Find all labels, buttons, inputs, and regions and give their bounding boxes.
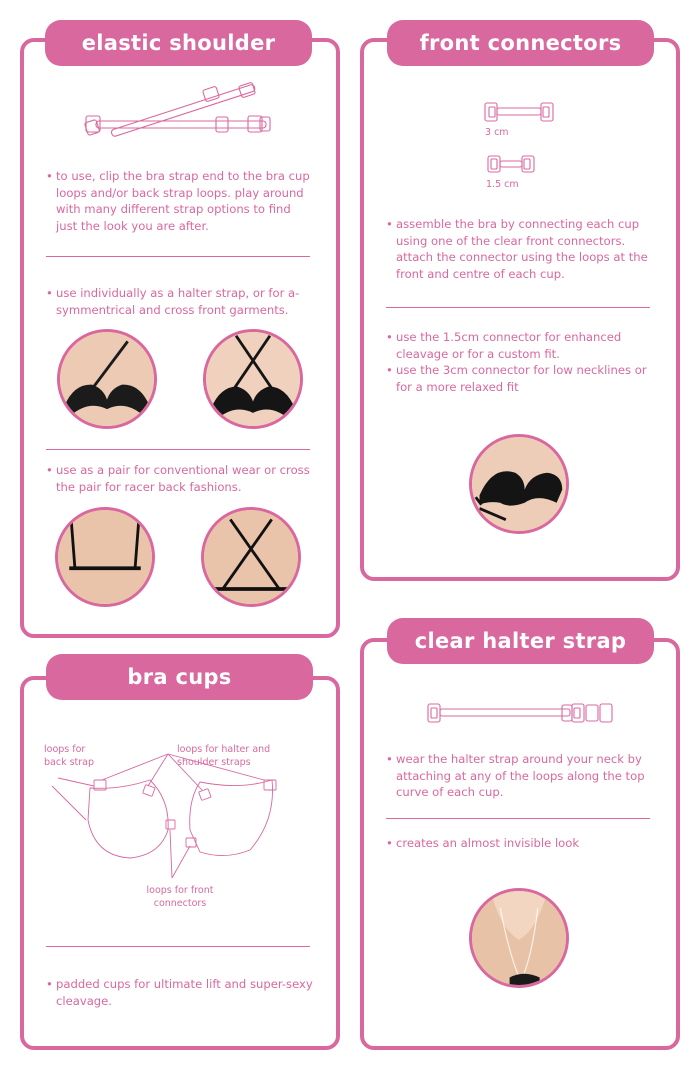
- connectors-tip-15: • use the 1.5cm connector for enhanced cleavage or for a custom fit.: [386, 329, 661, 362]
- bra-cups-diagram: [40, 760, 300, 884]
- cups-text: [46, 976, 314, 1009]
- cups-bullet: • padded cups for ultimate lift and super-sexy cleavage.: [46, 976, 314, 1009]
- halter-text: [386, 751, 661, 801]
- connectors-assemble-bullet: • assemble the bra by connecting each cup using one of the clear front connectors. attach the connector using the loops at the front and centre of each cup.: [386, 216, 661, 282]
- halter-bullet-1: • wear the halter strap around your neck by attaching at any of the loops along the top curve of each cup.: [386, 751, 661, 801]
- divider: [46, 256, 310, 257]
- tab-elastic-shoulder-straps: elastic shoulder straps: [45, 20, 312, 66]
- photo-halter-neck: [469, 888, 569, 988]
- straps-pair-bullet: • use as a pair for conventional wear or cross the pair for racer back fashions.: [46, 462, 314, 495]
- photo-back-racer: [201, 507, 301, 607]
- connectors-assemble-text: [386, 216, 661, 282]
- tab-front-connectors: front connectors: [387, 20, 654, 66]
- halter-text-2: [386, 835, 661, 852]
- divider: [386, 307, 650, 308]
- connector-3cm-illustration: [483, 101, 555, 123]
- label-loops-halter: loops for halter and shoulder straps: [177, 744, 271, 768]
- tab-clear-halter-strap: clear halter strap: [387, 618, 654, 664]
- photo-halter-front: [57, 329, 157, 429]
- label-loops-front: loops for front connectors: [146, 885, 214, 909]
- halter-bullet-2: • creates an almost invisible look: [386, 835, 661, 852]
- connectors-tips: [386, 329, 661, 395]
- straps-intro-text: [46, 168, 314, 234]
- connector-15cm-label: 1.5 cm: [486, 179, 519, 190]
- photo-back-conventional: [55, 507, 155, 607]
- straps-halter-text: [46, 285, 314, 318]
- photo-cross-front: [203, 329, 303, 429]
- connectors-tip-3: • use the 3cm connector for low necklines or for a more relaxed fit: [386, 362, 661, 395]
- photo-connector-front: [469, 434, 569, 534]
- divider: [386, 818, 650, 819]
- divider: [46, 946, 310, 947]
- shoulder-straps-illustration: [78, 76, 278, 158]
- tab-bra-cups: bra cups: [46, 654, 313, 700]
- divider: [46, 449, 310, 450]
- connector-3cm-label: 3 cm: [485, 127, 509, 138]
- label-loops-back-strap: loops for back strap: [44, 744, 95, 768]
- halter-strap-illustration: [426, 702, 616, 724]
- straps-pair-text: [46, 462, 314, 495]
- connector-15cm-illustration: [486, 154, 536, 174]
- straps-halter-bullet: • use individually as a halter strap, or for a-symmentrical and cross front garments.: [46, 285, 314, 318]
- straps-intro-bullet: • to use, clip the bra strap end to the bra cup loops and/or back strap loops. play around with many different strap options to find just the look you are after.: [46, 168, 314, 234]
